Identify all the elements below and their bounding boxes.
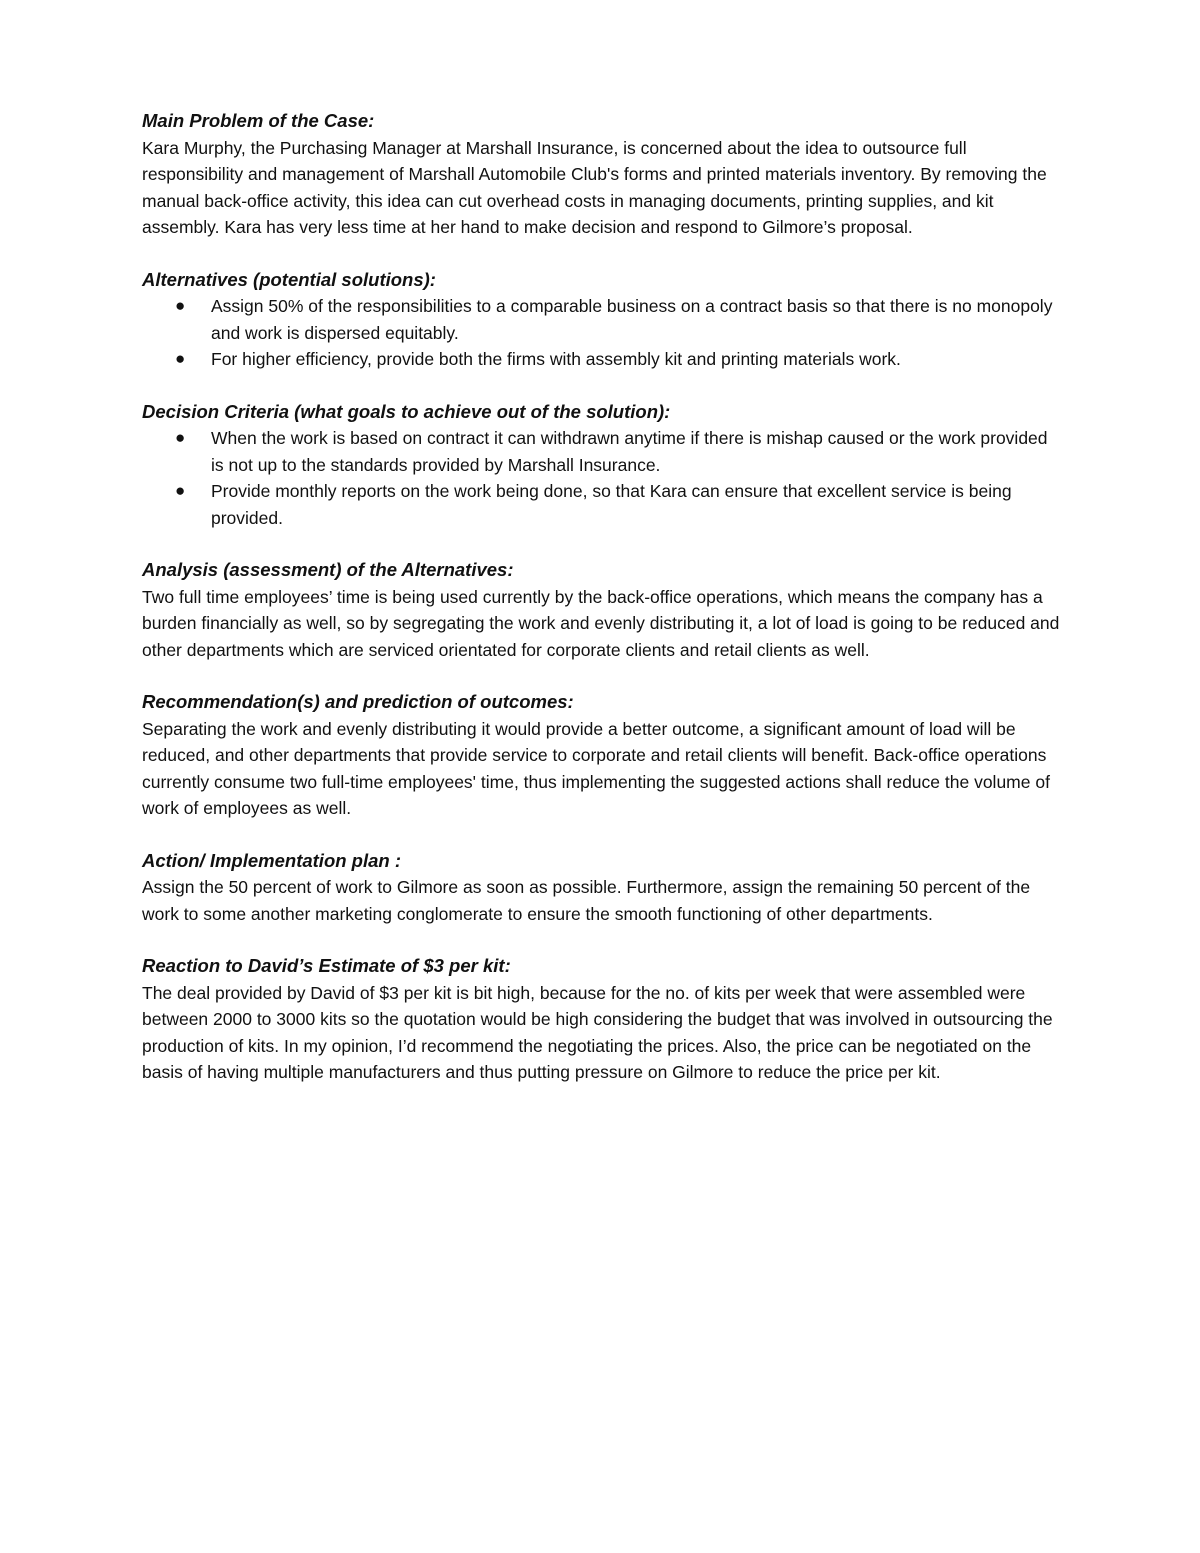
section-heading: Main Problem of the Case: [142,110,375,131]
bullet-icon: ● [175,481,186,500]
section-heading: Recommendation(s) and prediction of outcomes: [142,691,574,712]
list-item [142,346,1062,373]
section-heading: Reaction to David’s Estimate of $3 per kit: [142,955,511,976]
list-item-text: Assign 50% of the responsibilities to a comparable business on a contract basis so that there is no monopoly and work is dispersed equitably. [211,296,1053,343]
bullet-icon: ● [175,296,186,315]
bullet-icon: ● [175,349,186,368]
section-reaction [142,953,1062,1086]
section-paragraph: Two full time employees’ time is being used currently by the back-office operations, which means the company has a burden financially as well, so by segregating the work and evenly distributing it, a lot of load is going to be reduced and other departments which are serviced orientated for corporate clients and retail clients as well. [142,586,1060,660]
bullet-list [142,293,1062,373]
list-item [142,425,1062,478]
section-heading: Alternatives (potential solutions): [142,268,436,290]
list-item-text: Provide monthly reports on the work being done, so that Kara can ensure that excellent service is being provided. [211,481,1012,528]
section-heading: Analysis (assessment) of the Alternatives: [142,559,514,580]
list-item-text: For higher efficiency, provide both the firms with assembly kit and printing materials work. [211,349,901,369]
section-recommendation [142,689,1062,822]
section-paragraph: Kara Murphy, the Purchasing Manager at Marshall Insurance, is concerned about the idea to outsource full responsibility and management of Marshall Automobile Club's forms and printed materials inventory. By removing the manual back-office activity, this idea can cut overhead costs in managing documents, printing supplies, and kit assembly. Kara has very less time at her hand to make decision and respond to Gilmore’s proposal. [142,137,1047,237]
section-main-problem [142,108,1062,241]
section-heading: Action/ Implementation plan : [142,849,402,871]
section-paragraph: The deal provided by David of $3 per kit is bit high, because for the no. of kits per week that were assembled were between 2000 to 3000 kits so the quotation would be high considering the budget that was involved in outsourcing the production of kits. In my opinion, I’d recommend the negotiating the prices. Also, the price can be negotiated on the basis of having multiple manufacturers and thus putting pressure on Gilmore to reduce the price per kit. [142,982,1053,1082]
document-page [142,108,1062,1112]
section-decision-criteria [142,399,1062,532]
section-alternatives [142,267,1062,373]
list-item-text: When the work is based on contract it can withdrawn anytime if there is mishap caused or the work provided is not up to the standards provided by Marshall Insurance. [211,428,1048,475]
list-item [142,293,1062,346]
section-analysis [142,557,1062,663]
bullet-list [142,425,1062,531]
section-heading: Decision Criteria (what goals to achieve out of the solution): [142,400,671,422]
section-paragraph: Separating the work and evenly distributing it would provide a better outcome, a significant amount of load will be reduced, and other departments that provide service to corporate and retail clients will benefit. Back-office operations currently consume two full-time employees' time, thus implementing the suggested actions shall reduce the volume of work of employees as well. [142,718,1050,818]
section-paragraph: Assign the 50 percent of work to Gilmore as soon as possible. Furthermore, assign the remaining 50 percent of the work to some another marketing conglomerate to ensure the smooth functioning of other departments. [142,877,1031,924]
section-action-plan [142,848,1062,928]
bullet-icon: ● [175,428,186,447]
list-item [142,478,1062,531]
